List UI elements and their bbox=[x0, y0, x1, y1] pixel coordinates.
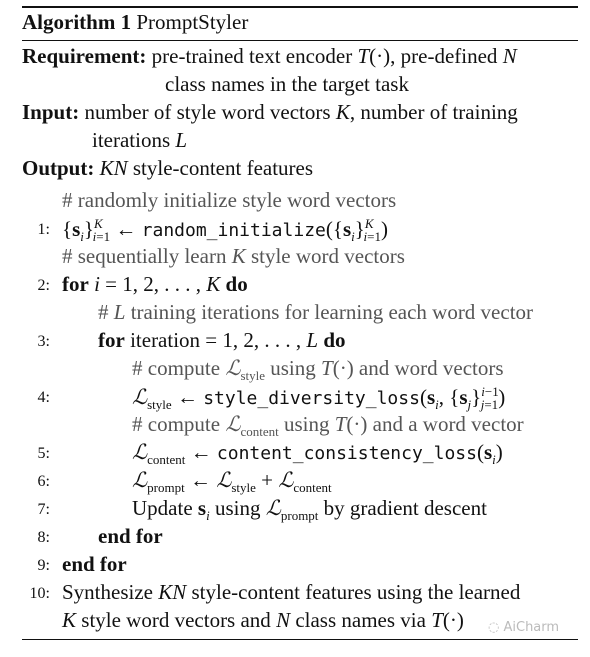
do-keyword: do bbox=[323, 328, 346, 352]
line-number: 8: bbox=[37, 529, 50, 546]
for-keyword: for bbox=[98, 328, 125, 352]
requirement-line-1 bbox=[22, 44, 517, 69]
line-number: 6: bbox=[37, 473, 50, 490]
line-number: 10: bbox=[29, 585, 50, 602]
step-2 bbox=[22, 272, 578, 300]
line-number: 9: bbox=[37, 557, 50, 574]
comment-sequential bbox=[22, 244, 578, 272]
input-line-1 bbox=[22, 100, 518, 125]
step-10-text-2: K style word vectors and N class names via T(·) bbox=[62, 608, 464, 632]
step-2-text: for i = 1, 2, . . . , K do bbox=[62, 272, 248, 296]
content-consistency-loss-func: content_consistency_loss bbox=[216, 443, 477, 464]
step-4 bbox=[22, 384, 578, 412]
style-diversity-loss-func: style_diversity_loss bbox=[203, 388, 420, 409]
do-keyword: do bbox=[225, 272, 248, 296]
wechat-icon: ◌ bbox=[488, 620, 500, 635]
output-line bbox=[22, 156, 313, 181]
comment-sequential-text: # sequentially learn K style word vectors bbox=[62, 244, 405, 268]
watermark-text: AiCharm bbox=[503, 620, 560, 635]
output-text: KN style-content features bbox=[99, 156, 314, 180]
bottom-rule bbox=[22, 639, 578, 640]
step-7-text: Update $s_i$ using ℒ$_{prompt}$ by gradient descent bbox=[132, 496, 487, 524]
watermark bbox=[488, 620, 559, 635]
comment-content-loss bbox=[22, 412, 578, 440]
comment-style-loss-text: # compute ℒ$_{style}$ using T(·) and word vectors bbox=[132, 356, 504, 384]
requirement-text-1: pre-trained text encoder T(·), pre-defined N bbox=[151, 44, 517, 68]
step-1-text: $\{s_i\}^K_{i=1}$ ← $random\_initialize(\{s_i\}^K_{i=1})$ bbox=[62, 216, 388, 245]
step-3 bbox=[22, 328, 578, 356]
step-7 bbox=[22, 496, 578, 524]
line-number: 2: bbox=[37, 277, 50, 294]
step-8-text: end for bbox=[98, 524, 163, 548]
step-8 bbox=[22, 524, 578, 552]
input-label: Input: bbox=[22, 100, 80, 124]
input-text-1: number of style word vectors K, number of training bbox=[84, 100, 518, 124]
step-6-text: ℒ$_{prompt}$ ← ℒ$_{style}$ + ℒ$_{content}$ bbox=[132, 468, 332, 496]
line-number: 4: bbox=[37, 389, 50, 406]
step-9-text: end for bbox=[62, 552, 127, 576]
line-number: 3: bbox=[37, 333, 50, 350]
comment-init bbox=[22, 188, 578, 216]
line-number: 1: bbox=[37, 221, 50, 238]
algorithm-label: Algorithm 1 bbox=[22, 10, 132, 34]
step-9 bbox=[22, 552, 578, 580]
step-10-text-1: Synthesize KN style-content features using the learned bbox=[62, 580, 521, 604]
step-6 bbox=[22, 468, 578, 496]
output-label: Output: bbox=[22, 156, 95, 180]
input-line-2: iterations L bbox=[92, 128, 188, 152]
step-5-text: ℒ$_{content}$ ← $content\_consistency\_loss(s_i)$ bbox=[132, 440, 503, 468]
requirement-line-2: class names in the target task bbox=[165, 72, 409, 96]
step-10 bbox=[22, 580, 578, 608]
comment-iterations bbox=[22, 300, 578, 328]
step-1 bbox=[22, 216, 578, 244]
step-5 bbox=[22, 440, 578, 468]
for-keyword: for bbox=[62, 272, 89, 296]
line-number: 5: bbox=[37, 445, 50, 462]
top-rule bbox=[22, 6, 578, 8]
comment-style-loss bbox=[22, 356, 578, 384]
line-number: 7: bbox=[37, 501, 50, 518]
step-4-text: ℒ$_{style}$ ← $style\_diversity\_loss(s_i$, $\{s_j\}^{i-1}_{j=1}$) bbox=[132, 384, 506, 413]
random-initialize-func: random_initialize bbox=[141, 220, 326, 241]
title-rule bbox=[22, 40, 578, 41]
step-3-text: for iteration = 1, 2, . . . , L do bbox=[98, 328, 346, 352]
comment-init-text: # randomly initialize style word vectors bbox=[62, 188, 397, 212]
algorithm-name: PromptStyler bbox=[136, 10, 249, 34]
algorithm-title bbox=[22, 10, 248, 35]
requirement-label: Requirement: bbox=[22, 44, 147, 68]
comment-content-loss-text: # compute ℒ$_{content}$ using T(·) and a word vector bbox=[132, 412, 524, 440]
comment-iterations-text: # L training iterations for learning each word vector bbox=[98, 300, 534, 324]
